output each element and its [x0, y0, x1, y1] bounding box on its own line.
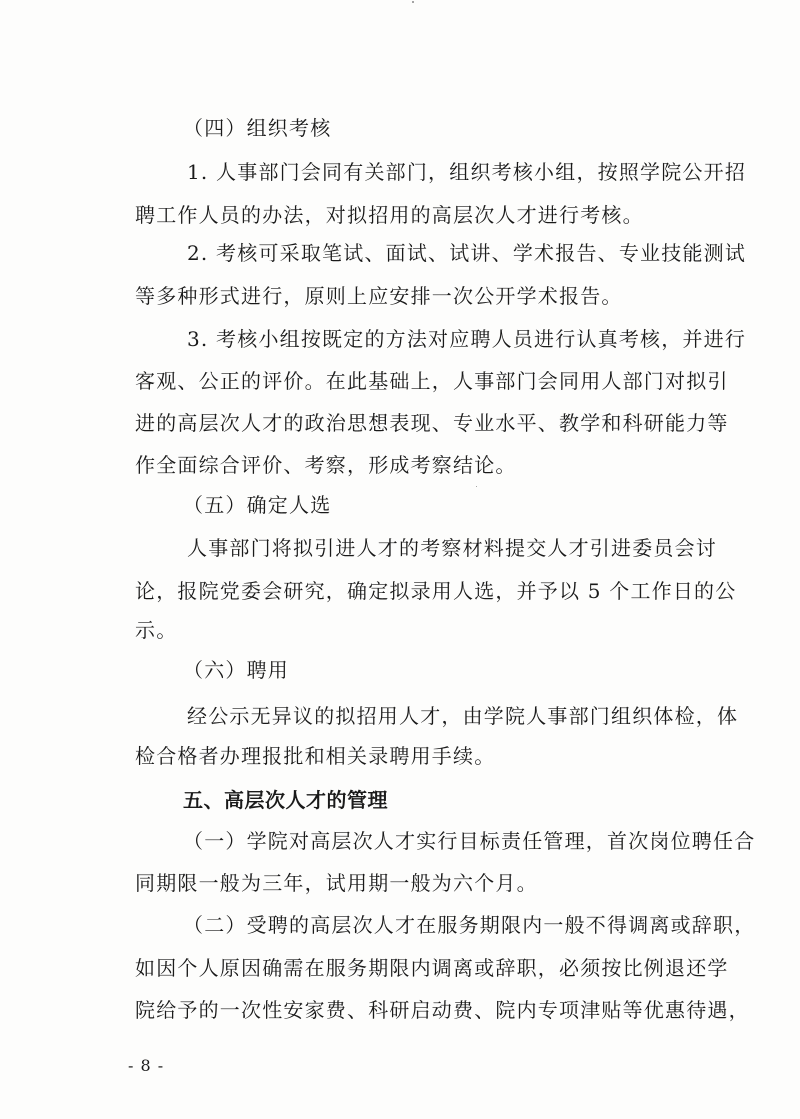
chapter-heading: 五、高层次人才的管理 [183, 788, 388, 812]
paragraph-line: 等多种形式进行，原则上应安排一次公开学术报告。 [135, 284, 623, 308]
section-heading-4: （四）组织考核 [183, 116, 332, 140]
paragraph-line: 检合格者办理报批和相关录聘用手续。 [135, 744, 496, 768]
section-heading-5: （五）确定人选 [183, 493, 332, 517]
scan-speck [476, 486, 477, 487]
paragraph-line: （二）受聘的高层次人才在服务期限内一般不得调离或辞职， [183, 913, 756, 937]
paragraph-line: 如因个人原因确需在服务期限内调离或辞职，必须按比例退还学 [135, 956, 729, 980]
paragraph-line: 聘工作人员的办法，对拟招用的高层次人才进行考核。 [135, 203, 644, 227]
paragraph-line: 同期限一般为三年，试用期一般为六个月。 [135, 871, 538, 895]
paragraph-line: 1. 人事部门会同有关部门，组织考核小组，按照学院公开招 [187, 160, 747, 184]
paragraph-line: 客观、公正的评价。在此基础上，人事部门会同用人部门对拟引 [135, 369, 729, 393]
paragraph-line: 3. 考核小组按既定的方法对应聘人员进行认真考核，并进行 [187, 327, 747, 351]
paragraph-line: 作全面综合评价、考察，形成考察结论。 [135, 453, 517, 477]
paragraph-line: （一）学院对高层次人才实行目标责任管理，首次岗位聘任合 [183, 829, 756, 853]
paragraph-line: 论，报院党委会研究，确定拟录用人选，并予以 5 个工作日的公 [135, 579, 737, 603]
paragraph-line: 院给予的一次性安家费、科研启动费、院内专项津贴等优惠待遇， [135, 998, 750, 1022]
page-number: - 8 - [128, 1056, 165, 1075]
paragraph-line: 示。 [135, 618, 178, 642]
paragraph-line: 进的高层次人才的政治思想表现、专业水平、教学和科研能力等 [135, 411, 729, 435]
section-heading-6: （六）聘用 [183, 658, 289, 682]
paragraph-line: 经公示无异议的拟招用人才，由学院人事部门组织体检，体 [187, 704, 739, 728]
scan-speck [412, 1, 414, 3]
paragraph-line: 2. 考核可采取笔试、面试、试讲、学术报告、专业技能测试 [187, 241, 747, 265]
paragraph-line: 人事部门将拟引进人才的考察材料提交人才引进委员会讨 [187, 536, 717, 560]
